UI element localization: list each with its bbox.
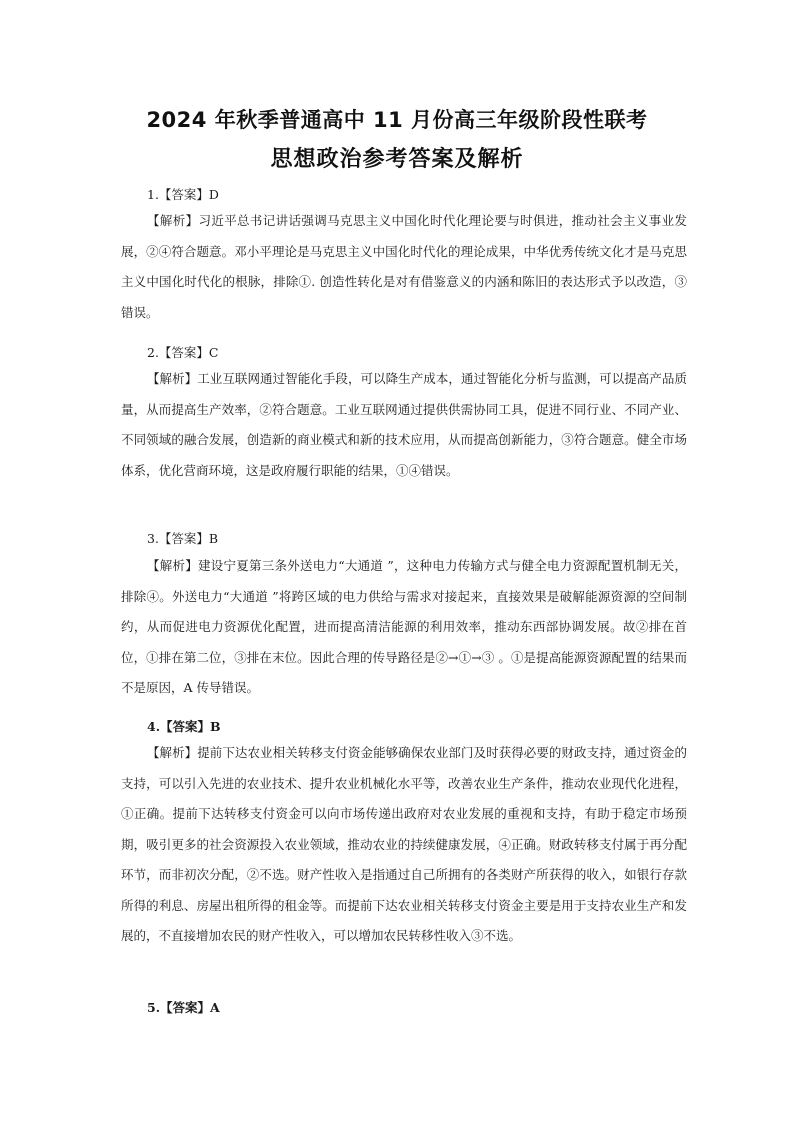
- explanation-4: 【解析】提前下达农业相关转移支付资金能够确保农业部门及时获得必要的财政支持，通过资金的支持，可以引入先进的农业技术、提升农业机械化水平等，改善农业生产条件，推动农业现代化进程，①正确。提前下达转移支付资金可以向市场传递出政府对农业发展的重视和支持，有助于稳定市场预期，吸引更多的社会资源投入农业领域，推动农业的持续健康发展，④正确。财政转移支付属于再分配环节，而非初次分配，②不选。财产性收入是指通过自己所拥有的各类财产所获得的收入，如银行存款所得的利息、房屋出租所得的租金等。而提前下达农业相关转移支付资金主要是用于支持农业生产和发展的，不直接增加农民的财产性收入，可以增加农民转移性收入③不选。: [121, 745, 687, 943]
- explanation-1: 【解析】习近平总书记讲话强调马克思主义中国化时代化理论要与时俱进，推动社会主义事业发展，②④符合题意。邓小平理论是马克思主义中国化时代化的理论成果，中华优秀传统文化才是马克思主义中国化时代化的根脉，排除①. 创造性转化是对有借鉴意义的内涵和陈旧的表达形式予以改造，③错误。: [121, 213, 687, 320]
- document-subtitle: 思想政治参考答案及解析: [270, 147, 524, 172]
- answer-1: 1.【答案】D: [147, 187, 219, 202]
- answer-5: 5.【答案】A: [147, 1000, 220, 1015]
- answer-2: 2.【答案】C: [147, 345, 219, 360]
- document-title: 2024 年秋季普通高中 11 月份高三年级阶段性联考: [146, 108, 648, 132]
- explanation-2: 【解析】工业互联网通过智能化手段，可以降生产成本，通过智能化分析与监测，可以提高产品质量，从而提高生产效率，②符合题意。工业互联网通过提供供需协同工具，促进不同行业、不同产业、不同领域的融合发展，创造新的商业模式和新的技术应用，从而提高创新能力，③符合题意。健全市场体系，优化营商环境，这是政府履行职能的结果，①④错误。: [121, 371, 687, 478]
- answer-4: 4.【答案】B: [147, 719, 221, 734]
- explanation-3: 【解析】建设宁夏第三条外送电力“大通道 ”，这种电力传输方式与健全电力资源配置机制无关，排除④。外送电力“大通道 ”将跨区域的电力供给与需求对接起来，直接效果是破解能源资源的空间制约，从而促进电力资源优化配置，进而提高清洁能源的利用效率，推动东西部协调发展。故②排在首位，①排在第二位，③排在末位。因此合理的传导路径是②→①→③ 。①是提高能源资源配置的结果而不是原因，A 传导错误。: [121, 558, 687, 695]
- answer-3: 3.【答案】B: [147, 531, 219, 546]
